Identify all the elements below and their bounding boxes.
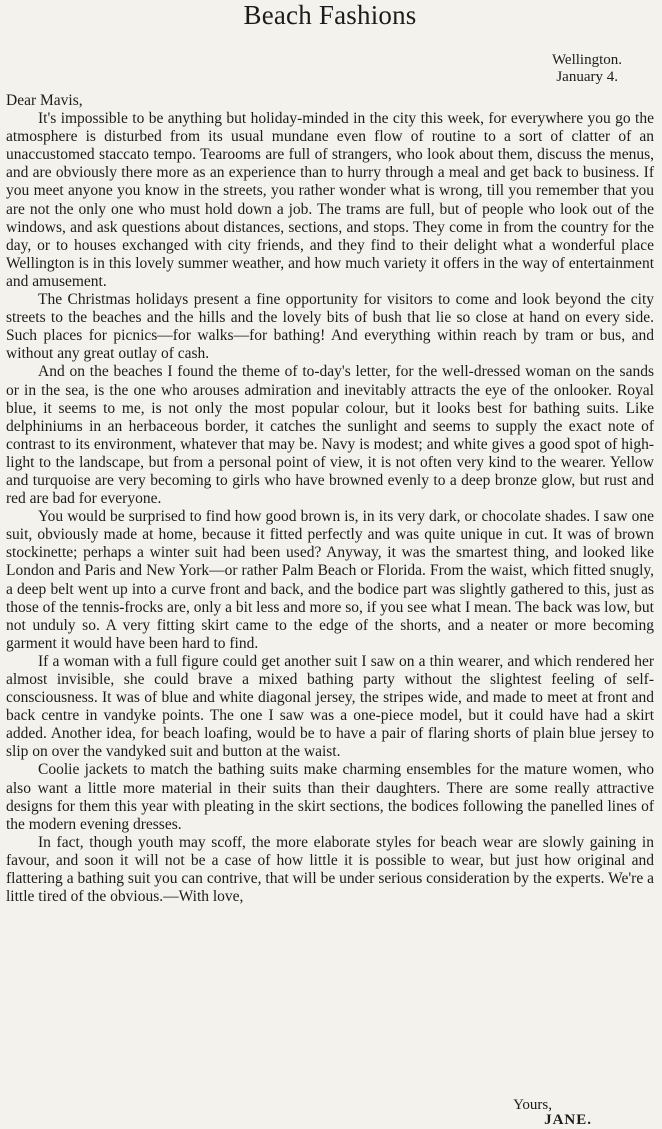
paragraph-1: It's impossible to be anything but holiday-minded in the city this week, for everywhere you go the atmosphere is disturbed from its usual mundane even flow of routine to a sort of clatter of an unaccustomed staccato tempo. Tearooms are full of strangers, who look about them, discuss the menus, and are obviously there more as an experience than to hurry through a meal and get back to business. If you meet anyone you know in the streets, you rather wonder what is wrong, till you remember that you are not the only one who must hold down a job. The trams are full, but of people who look out of the windows, and ask questions about distances, sections, and stops. They come in from the country for the day, or to houses exchanged with city friends, and they find to their delight what a wonderful place Wellington is in this lovely summer weather, and how much variety it offers in the way of entertainment and amusement.: [6, 110, 654, 290]
closing: Yours,: [513, 1097, 552, 1113]
dateline-date: January 4.: [556, 69, 618, 85]
dateline-place: Wellington.: [551, 52, 622, 68]
salutation: Dear Mavis,: [6, 92, 83, 109]
paragraph-5: If a woman with a full figure could get another suit I saw on a thin wearer, and which rendered her almost invisible, she could brave a mixed bathing party without the slightest feeling of self-consciousness. It was of blue and white diagonal jersey, the stripes wide, and made to meet at front and back centre in vandyke points. The one I saw was a one-piece model, but it could have had a skirt added. Another idea, for beach loafing, would be to have a pair of flaring shorts of plain blue jersey to slip on over the vandyked suit and button at the waist.: [6, 652, 654, 761]
paragraph-3: And on the beaches I found the theme of to-day's letter, for the well-dressed woman on the sands or in the sea, is the one who arouses admiration and inevitably attracts the eye of the onlooker. Royal blue, it seems to me, is not only the most popular colour, but it looks best for bathing suits. Like delphiniums in an herbaceous border, it catches the sunlight and seems to supply the exact note of contrast to its environment, whatever that may be. Navy is modest; and white gives a good spot of high-light to the landscape, but from a personal point of view, it is not often very kind to the wearer. Yellow and turquoise are very becoming to girls who have browned evenly to a deep bronze glow, but rust and red are bad for everyone.: [6, 363, 654, 508]
dateline: [552, 52, 622, 86]
paragraph-4: You would be surprised to find how good brown is, in its very dark, or chocolate shades. I saw one suit, obviously made at home, because it fitted perfectly and was quite unique in cut. It was of brown stockinette; perhaps a winter suit had been used? Anyway, it was the smartest thing, and looked like London and Paris and New York—or rather Palm Beach or Florida. From the waist, which fitted snugly, a deep belt went up into a curve front and back, and the bodice part was slightly gathered to this, just as those of the tennis-frocks are, only a bit less and more so, if you see what I mean. The back was low, but not unduly so. A very fitting skirt came to the edge of the shorts, and a neater or more becoming garment it would have been hard to find.: [6, 508, 654, 652]
paragraph-7: In fact, though youth may scoff, the more elaborate styles for beach wear are slowly gaining in favour, and soon it will not be a case of how little it is possible to wear, but just how original and flattering a bathing suit you can contrive, that will be under serious consideration by the experts. We're a little tired of the obvious.—With love,: [6, 833, 654, 906]
signature: JANE.: [544, 1112, 592, 1128]
paragraph-6: Coolie jackets to match the bathing suits make charming ensembles for the mature women, who also want a little more material in their suits than their daughters. There are some really attractive designs for them this year with pleating in the skirt sections, the bodices following the panelled lines of the modern evening dresses.: [6, 761, 654, 833]
paragraph-2: The Christmas holidays present a fine opportunity for visitors to come and look beyond the city streets to the beaches and the hills and the lovely bits of bush that lie so close at hand on every side. Such places for picnics—for walks—for bathing! And everything within reach by tram or bus, and without any great outlay of cash.: [6, 291, 654, 363]
letter-body: [6, 92, 654, 906]
headline: Beach Fashions: [243, 0, 417, 30]
